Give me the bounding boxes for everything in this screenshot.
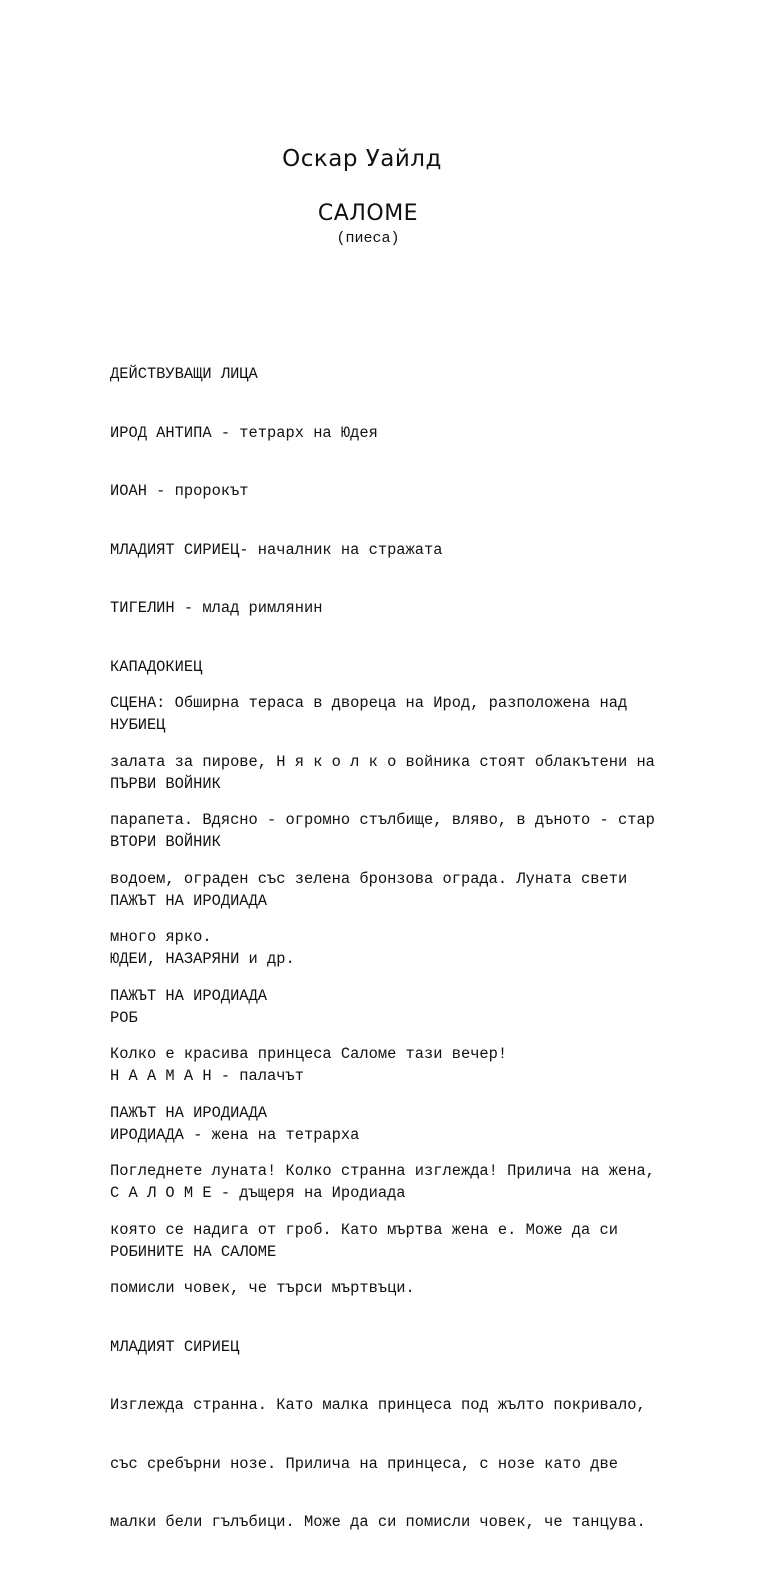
dialogue-line: помисли човек, че търси мъртвъци. [110, 1279, 415, 1297]
cast-line: НУБИЕЦ [110, 716, 166, 734]
cast-line: РОБИНИТЕ НА САЛОМЕ [110, 1242, 277, 1261]
cast-line: ПАЖЪТ НА ИРОДИАДА [110, 891, 268, 910]
cast-heading: ДЕЙСТВУВАЩИ ЛИЦА [110, 365, 258, 383]
dialogue-line: Колко е красива принцеса Саломе тази вечер! [110, 1045, 508, 1063]
cast-line: МЛАДИЯТ СИРИЕЦ- началник на стражата [110, 540, 443, 559]
cast-line: Н А А М А Н - палачът [110, 1067, 304, 1085]
cast-line: ИРОД АНТИПА - тетрарх на Юдея [110, 423, 378, 442]
dialogue-line: със сребърни нозе. Прилича на принцеса, с нозе като две [110, 1454, 618, 1473]
cast-line: ВТОРИ ВОЙНИК [110, 833, 221, 851]
play-title: САЛОМЕ [317, 201, 419, 226]
cast-line: ЮДЕИ, НАЗАРЯНИ и др. [110, 950, 295, 968]
dialogue-line: Изглежда странна. Като малка принцеса под жълто покривало, [110, 1396, 646, 1414]
scene-line: СЦЕНА: Обширна тераса в двореца на Ирод, разположена над [110, 694, 628, 712]
cast-line: РОБ [110, 1008, 138, 1027]
scene-text [110, 655, 655, 1572]
cast-line: С А Л О М Е - дъщеря на Иродиада [110, 1184, 406, 1202]
speaker-name: МЛАДИЯТ СИРИЕЦ [110, 1337, 240, 1356]
cast-line: ИРОДИАДА - жена на тетрарха [110, 1125, 360, 1144]
cast-line: ПЪРВИ ВОЙНИК [110, 774, 221, 793]
dialogue-line: която се надига от гроб. Като мъртва жена е. Може да си [110, 1220, 618, 1239]
scene-line: залата за пирове, Н я к о л к о войника стоят облакътени на [110, 752, 655, 771]
cast-line: ТИГЕЛИН - млад римлянин [110, 599, 323, 617]
scene-line: много ярко. [110, 928, 212, 946]
speaker-name: ПАЖЪТ НА ИРОДИАДА [110, 1103, 268, 1122]
speaker-name: ПАЖЪТ НА ИРОДИАДА [110, 986, 268, 1005]
dialogue-line: малки бели гълъбици. Може да си помисли човек, че танцува. [110, 1513, 646, 1531]
scene-line: водоем, ограден със зелена бронзова ограда. Луната свети [110, 869, 628, 888]
dialogue-line: Погледнете луната! Колко странна изглежда! Прилича на жена, [110, 1162, 655, 1180]
scene-line: парапета. Вдясно - огромно стълбище, вляво, в дъното - стар [110, 811, 655, 829]
cast-line: КАПАДОКИЕЦ [110, 657, 203, 676]
play-subtitle: (пиеса) [336, 230, 400, 247]
author-name: Оскар Уайлд [282, 146, 442, 172]
cast-line: ИОАН - пророкът [110, 482, 249, 500]
